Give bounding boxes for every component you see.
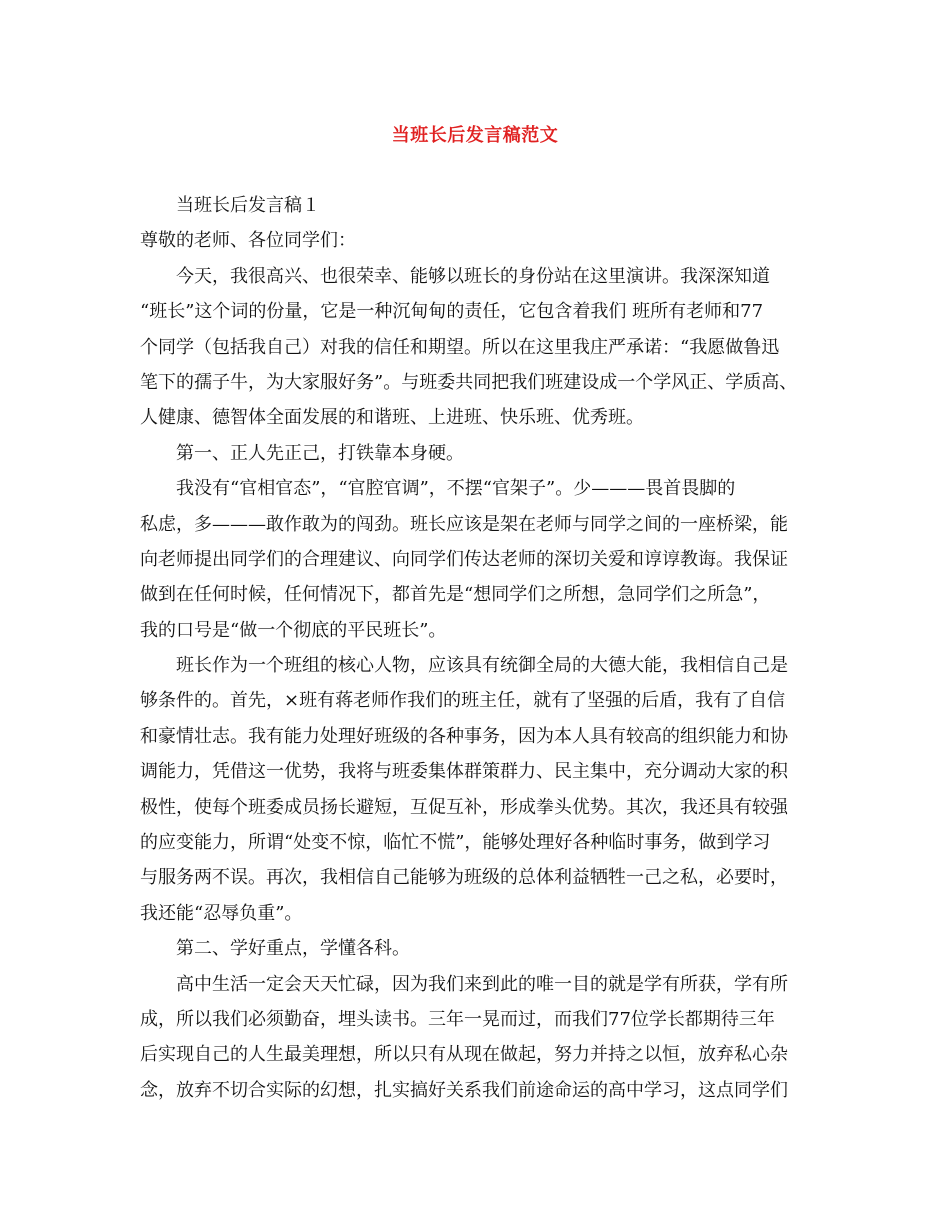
text-line: 今天，我很高兴、也很荣幸、能够以班长的身份站在这里演讲。我深深知道 [176, 265, 770, 287]
text-line: 极性，使每个班委成员扬长避短，互促互补，形成拳头优势。其次，我还具有较强 [140, 796, 788, 818]
text-line: “班长”这个词的份量，它是一种沉甸甸的责任，它包含着我们 班所有老师和77 [140, 301, 764, 323]
text-line: 第二、学好重点，学懂各科。 [176, 938, 410, 960]
text-line: 够条件的。首先，×班有蒋老师作我们的班主任，就有了坚强的后盾，我有了自信 [140, 690, 786, 712]
text-line: 我的口号是“做一个彻底的平民班长”。 [140, 619, 447, 641]
text-line: 高中生活一定会天天忙碌，因为我们来到此的唯一目的就是学有所获，学有所 [176, 973, 788, 995]
text-line: 成，所以我们必须勤奋，埋头读书。三年一晃而过，而我们77位学长都期待三年 [140, 1008, 775, 1030]
text-line: 调能力，凭借这一优势，我将与班委集体群策群力、民主集中，充分调动大家的积 [140, 761, 788, 783]
text-line: 私虑，多———敢作敢为的闯劲。班长应该是架在老师与同学之间的一座桥梁，能 [140, 513, 788, 535]
document-body [140, 188, 820, 1108]
text-line: 和豪情壮志。我有能力处理好班级的各种事务，因为本人具有较高的组织能力和协 [140, 725, 788, 747]
text-line: 念，放弃不切合实际的幻想，扎实搞好关系我们前途命运的高中学习，这点同学们 [140, 1079, 788, 1101]
text-line: 做到在任何时候，任何情况下，都首先是“想同学们之所想，急同学们之所急”， [140, 584, 771, 606]
text-line: 我还能“忍辱负重”。 [140, 902, 303, 924]
text-line: 后实现自己的人生最美理想，所以只有从现在做起，努力并持之以恒，放弃私心杂 [140, 1044, 788, 1066]
text-line: 当班长后发言稿１ [176, 195, 320, 216]
text-line: 班长作为一个班组的核心人物，应该具有统御全局的大德大能，我相信自己是 [176, 655, 788, 677]
text-line: 笔下的孺子牛，为大家服好务”。与班委共同把我们班建设成一个学风正、学质高、 [140, 371, 798, 393]
text-line: 的应变能力，所谓“处变不惊，临忙不慌”，能够处理好各种临时事务，做到学习 [140, 832, 771, 854]
text-line: 人健康、德智体全面发展的和谐班、上进班、快乐班、优秀班。 [140, 407, 644, 429]
text-line: 我没有“官相官态”，“官腔官调”，不摆“官架子”。少———畏首畏脚的 [176, 478, 736, 500]
text-line: 与服务两不误。再次，我相信自己能够为班级的总体利益牺牲一己之私，必要时， [140, 867, 788, 889]
text-line: 第一、正人先正己，打铁靠本身硬。 [176, 442, 464, 464]
text-line: 向老师提出同学们的合理建议、向同学们传达老师的深切关爱和谆谆教诲。我保证 [140, 548, 788, 570]
document-title: 当班长后发言稿范文 [391, 125, 559, 146]
text-line: 个同学（包括我自己）对我的信任和期望。所以在这里我庄严承诺：“我愿做鲁迅 [140, 336, 780, 358]
text-line: 尊敬的老师、各位同学们： [140, 230, 356, 252]
